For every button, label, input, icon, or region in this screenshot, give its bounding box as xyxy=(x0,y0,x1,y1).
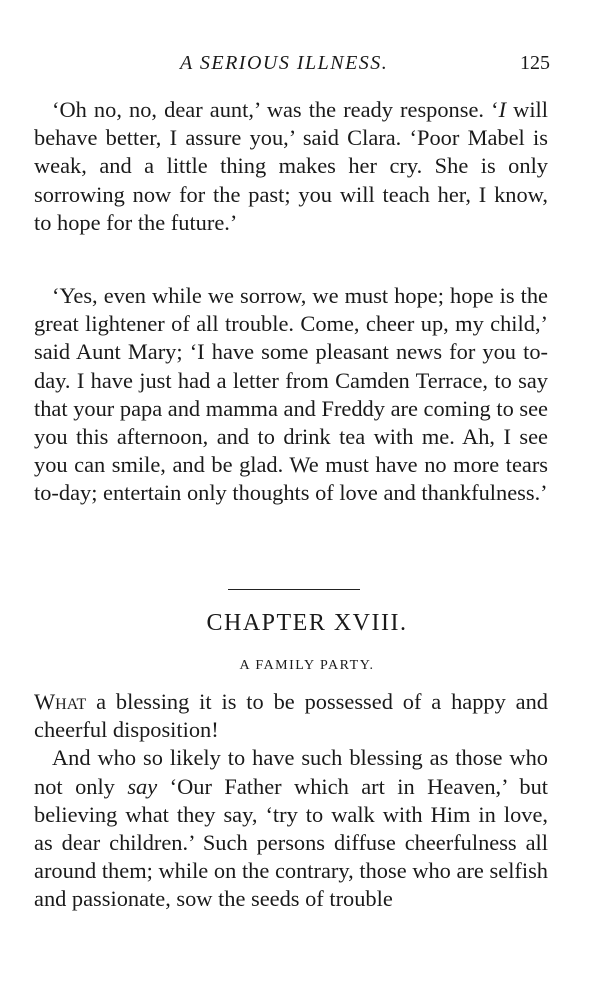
page-number: 125 xyxy=(520,52,550,74)
chapter-heading: CHAPTER XVIII. xyxy=(206,610,408,636)
paragraph-text xyxy=(34,96,548,237)
paragraph-2 xyxy=(34,282,548,508)
text-run: ‘Oh no, no, dear aunt,’ was the ready response. ‘ xyxy=(52,97,499,122)
paragraph-3 xyxy=(34,688,548,744)
running-title: A SERIOUS ILLNESS. xyxy=(180,52,389,74)
section-divider xyxy=(228,589,360,590)
running-header xyxy=(0,52,614,84)
text-run: a blessing it is to be possessed of a happy and cheerful disposition! xyxy=(34,689,548,743)
text-run: ‘Our Father which art in Heaven,’ but believing what they say, ‘try to walk with Him in love, as dear children.’ Such persons diffuse cheerfulness all around them; while on the contrary, those who are selfish and passionate, sow the seeds of trouble xyxy=(34,773,548,912)
text-run: will behave better, I assure you,’ said Clara. ‘Poor Mabel is weak, and a little thing makes her cry. She is only sorrowing now for the past; you will teach her, I know, to hope for the future.’ xyxy=(34,97,548,235)
chapter-subheading: A FAMILY PARTY. xyxy=(239,658,375,673)
paragraph-text: ‘Yes, even while we sorrow, we must hope; hope is the great lightener of all trouble. Come, cheer up, my child,’ said Aunt Mary; ‘I have some pleasant news for you to-day. I have just had a letter from Camden Terrace, to say that your papa and mamma and Freddy are coming to see you this afternoon, and to drink tea with me. Ah, I see you can smile, and be glad. We must have no more tears to-day; entertain only thoughts of love and thankfulness.’ xyxy=(34,283,548,506)
emphasis-text: say xyxy=(127,773,158,799)
paragraph-4 xyxy=(34,744,548,913)
paragraph-1 xyxy=(34,96,548,237)
small-caps-lead: What xyxy=(34,689,87,714)
chapter-body xyxy=(34,688,548,914)
text-run: And who so likely to have such blessing as those who not only xyxy=(34,745,548,799)
emphasis-text: I xyxy=(498,97,507,122)
